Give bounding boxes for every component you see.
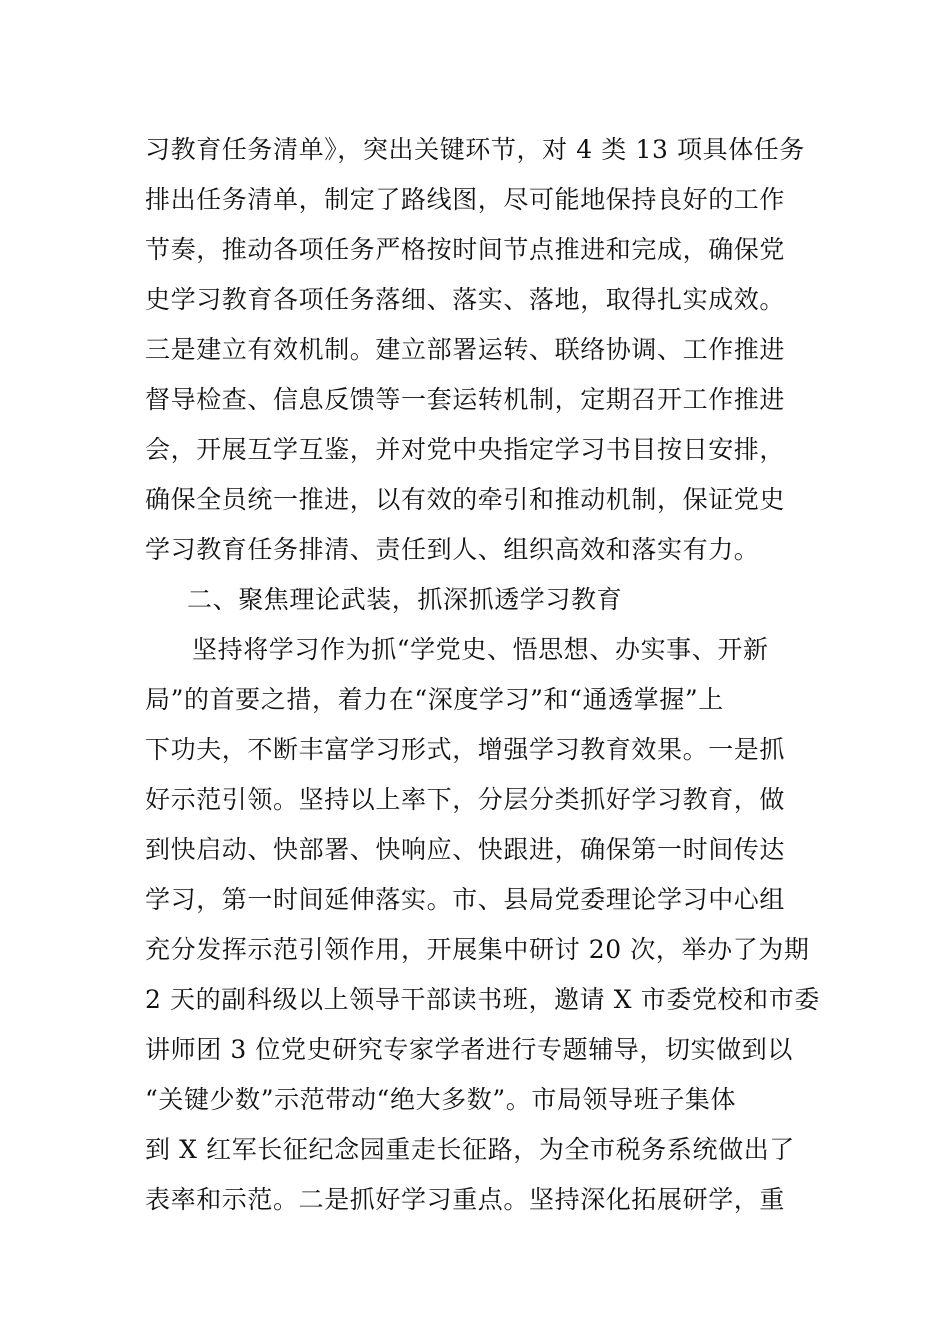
text-line: 充分发挥示范引领作用，开展集中研讨 20 次，举办了为期 bbox=[145, 935, 810, 964]
paragraph-first-line: 坚持将学习作为抓“学党史、悟思想、办实事、开新 bbox=[192, 635, 769, 664]
text-line: 表率和示范。二是抓好学习重点。坚持深化拓展研学，重 bbox=[145, 1185, 786, 1214]
text-line: 会，开展互学互鉴，并对党中央指定学习书目按日安排， bbox=[145, 435, 786, 464]
text-line: 好示范引领。坚持以上率下，分层分类抓好学习教育，做 bbox=[145, 785, 786, 814]
text-line: 督导检查、信息反馈等一套运转机制，定期召开工作推进 bbox=[145, 385, 786, 414]
text-line: 到快启动、快部署、快响应、快跟进，确保第一时间传达 bbox=[145, 835, 786, 864]
text-line: 局”的首要之措，着力在“深度学习”和“通透掌握”上 bbox=[145, 685, 724, 714]
text-line: 学习，第一时间延伸落实。市、县局党委理论学习中心组 bbox=[145, 885, 786, 914]
text-line: 讲师团 3 位党史研究专家学者进行专题辅导，切实做到以 bbox=[145, 1035, 794, 1064]
text-line: 2 天的副科级以上领导干部读书班，邀请 X 市委党校和市委 bbox=[145, 985, 820, 1014]
text-line: 到 X 红军长征纪念园重走长征路，为全市税务系统做出了 bbox=[145, 1135, 795, 1164]
text-line: 排出任务清单，制定了路线图，尽可能地保持良好的工作 bbox=[145, 185, 786, 214]
text-line: 三是建立有效机制。建立部署运转、联络协调、工作推进 bbox=[145, 335, 786, 364]
text-line: 习教育任务清单》，突出关键环节，对 4 类 13 项具体任务 bbox=[145, 135, 806, 164]
text-line: 确保全员统一推进，以有效的牵引和推动机制，保证党史 bbox=[145, 485, 786, 514]
section-heading: 二、聚焦理论武装，抓深抓透学习教育 bbox=[187, 585, 623, 614]
text-line: 下功夫，不断丰富学习形式，增强学习教育效果。一是抓 bbox=[145, 735, 786, 764]
text-line: 学习教育任务排清、责任到人、组织高效和落实有力。 bbox=[145, 535, 760, 564]
text-line: “关键少数”示范带动“绝大多数”。市局领导班子集体 bbox=[145, 1085, 737, 1114]
text-line: 史学习教育各项任务落细、落实、落地，取得扎实成效。 bbox=[145, 285, 786, 314]
text-line: 节奏，推动各项任务严格按时间节点推进和完成，确保党 bbox=[145, 235, 786, 264]
